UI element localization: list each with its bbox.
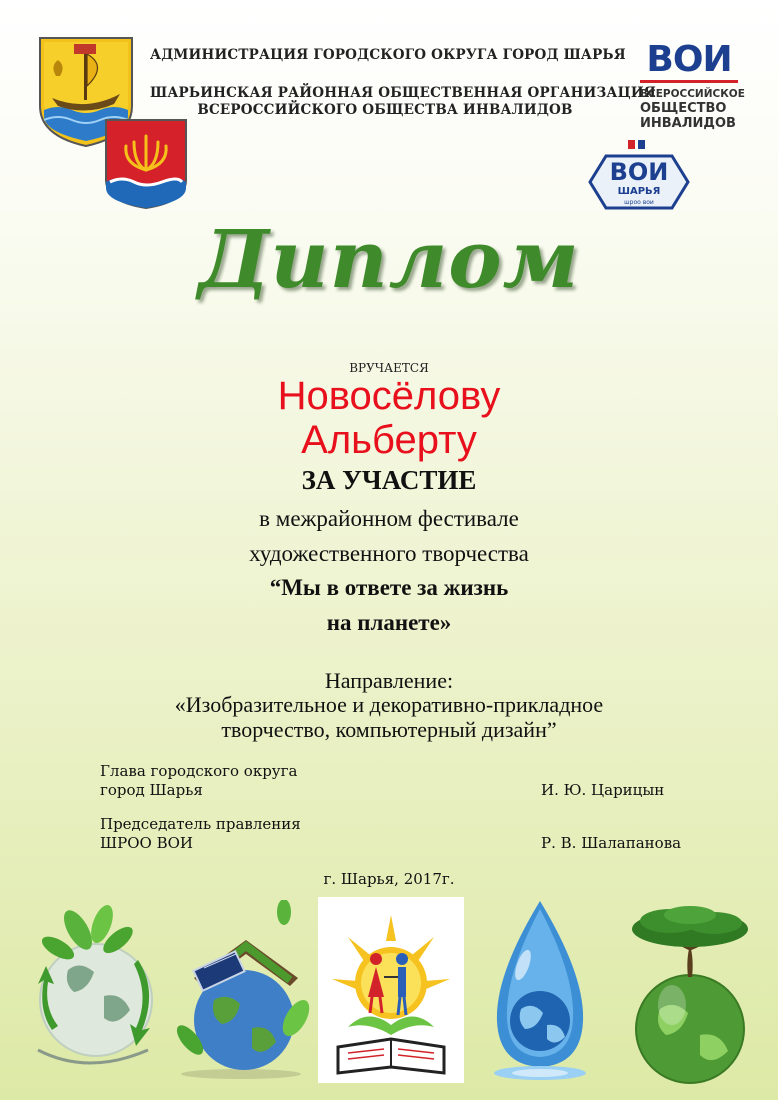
header-society: ВСЕРОССИЙСКОГО ОБЩЕСТВА ИНВАЛИДОВ bbox=[197, 102, 573, 118]
voi-sharya-mark: ВОИ bbox=[609, 158, 669, 186]
festival-name-line-1: “Мы в ответе за жизнь bbox=[269, 575, 509, 600]
direction-line-2: творчество, компьютерный дизайн” bbox=[221, 717, 557, 742]
children-book-sun-icon bbox=[318, 897, 464, 1083]
water-drop-globe-icon bbox=[475, 895, 605, 1085]
solar-house-globe-icon bbox=[166, 900, 316, 1080]
place-date: г. Шарья, 2017г. bbox=[323, 870, 455, 888]
signatory-role-1 bbox=[100, 762, 297, 800]
direction-line-1: «Изобразительное и декоративно-прикладное bbox=[174, 692, 604, 717]
voi-text-line2: ОБЩЕСТВО bbox=[640, 101, 727, 116]
signatory-name-2: Р. В. Шалапанова bbox=[541, 834, 682, 852]
diploma-title: Диплом bbox=[198, 212, 580, 306]
voi-mark: ВОИ bbox=[640, 40, 738, 83]
coat-of-arms-sharya-icon bbox=[104, 118, 188, 210]
festival-name-line-2: на планете» bbox=[326, 610, 452, 635]
voi-logo-icon bbox=[640, 39, 745, 140]
voi-sharya-city: ШАРЬЯ bbox=[617, 186, 661, 197]
voi-sharya-logo-icon bbox=[586, 138, 692, 214]
recipient-first-name: Альберту bbox=[301, 418, 477, 462]
header-organization: ШАРЬИНСКАЯ РАЙОННАЯ ОБЩЕСТВЕННАЯ ОРГАНИЗАЦИЯ bbox=[150, 85, 656, 101]
signatory-role-1-line1: Глава городского округа bbox=[100, 762, 298, 780]
signatory-role-2 bbox=[100, 815, 301, 853]
signatory-role-2-line1: Председатель правления bbox=[100, 815, 301, 833]
voi-sharya-sub: шроо вои bbox=[624, 199, 654, 206]
voi-text-line1: ВСЕРОССИЙСКОЕ bbox=[640, 88, 745, 100]
signatory-name-1: И. Ю. Царицын bbox=[541, 781, 665, 799]
recipient-surname: Новосёлову bbox=[277, 374, 501, 418]
participation-label: ЗА УЧАСТИЕ bbox=[301, 465, 477, 495]
event-line-1: в межрайонном фестивале bbox=[259, 506, 519, 531]
voi-text-line3: ИНВАЛИДОВ bbox=[640, 116, 736, 131]
signatory-role-2-line2: ШРОО ВОИ bbox=[100, 834, 193, 852]
direction-label: Направление: bbox=[324, 668, 454, 693]
event-line-2: художественного творчества bbox=[249, 541, 529, 566]
tree-globe-icon bbox=[610, 905, 770, 1085]
awarded-label: ВРУЧАЕТСЯ bbox=[349, 361, 429, 375]
globe-leaves-icon bbox=[18, 900, 168, 1080]
header-administration: АДМИНИСТРАЦИЯ ГОРОДСКОГО ОКРУГА ГОРОД ШАРЬЯ bbox=[150, 47, 626, 63]
signatory-role-1-line2: город Шарья bbox=[100, 781, 203, 799]
